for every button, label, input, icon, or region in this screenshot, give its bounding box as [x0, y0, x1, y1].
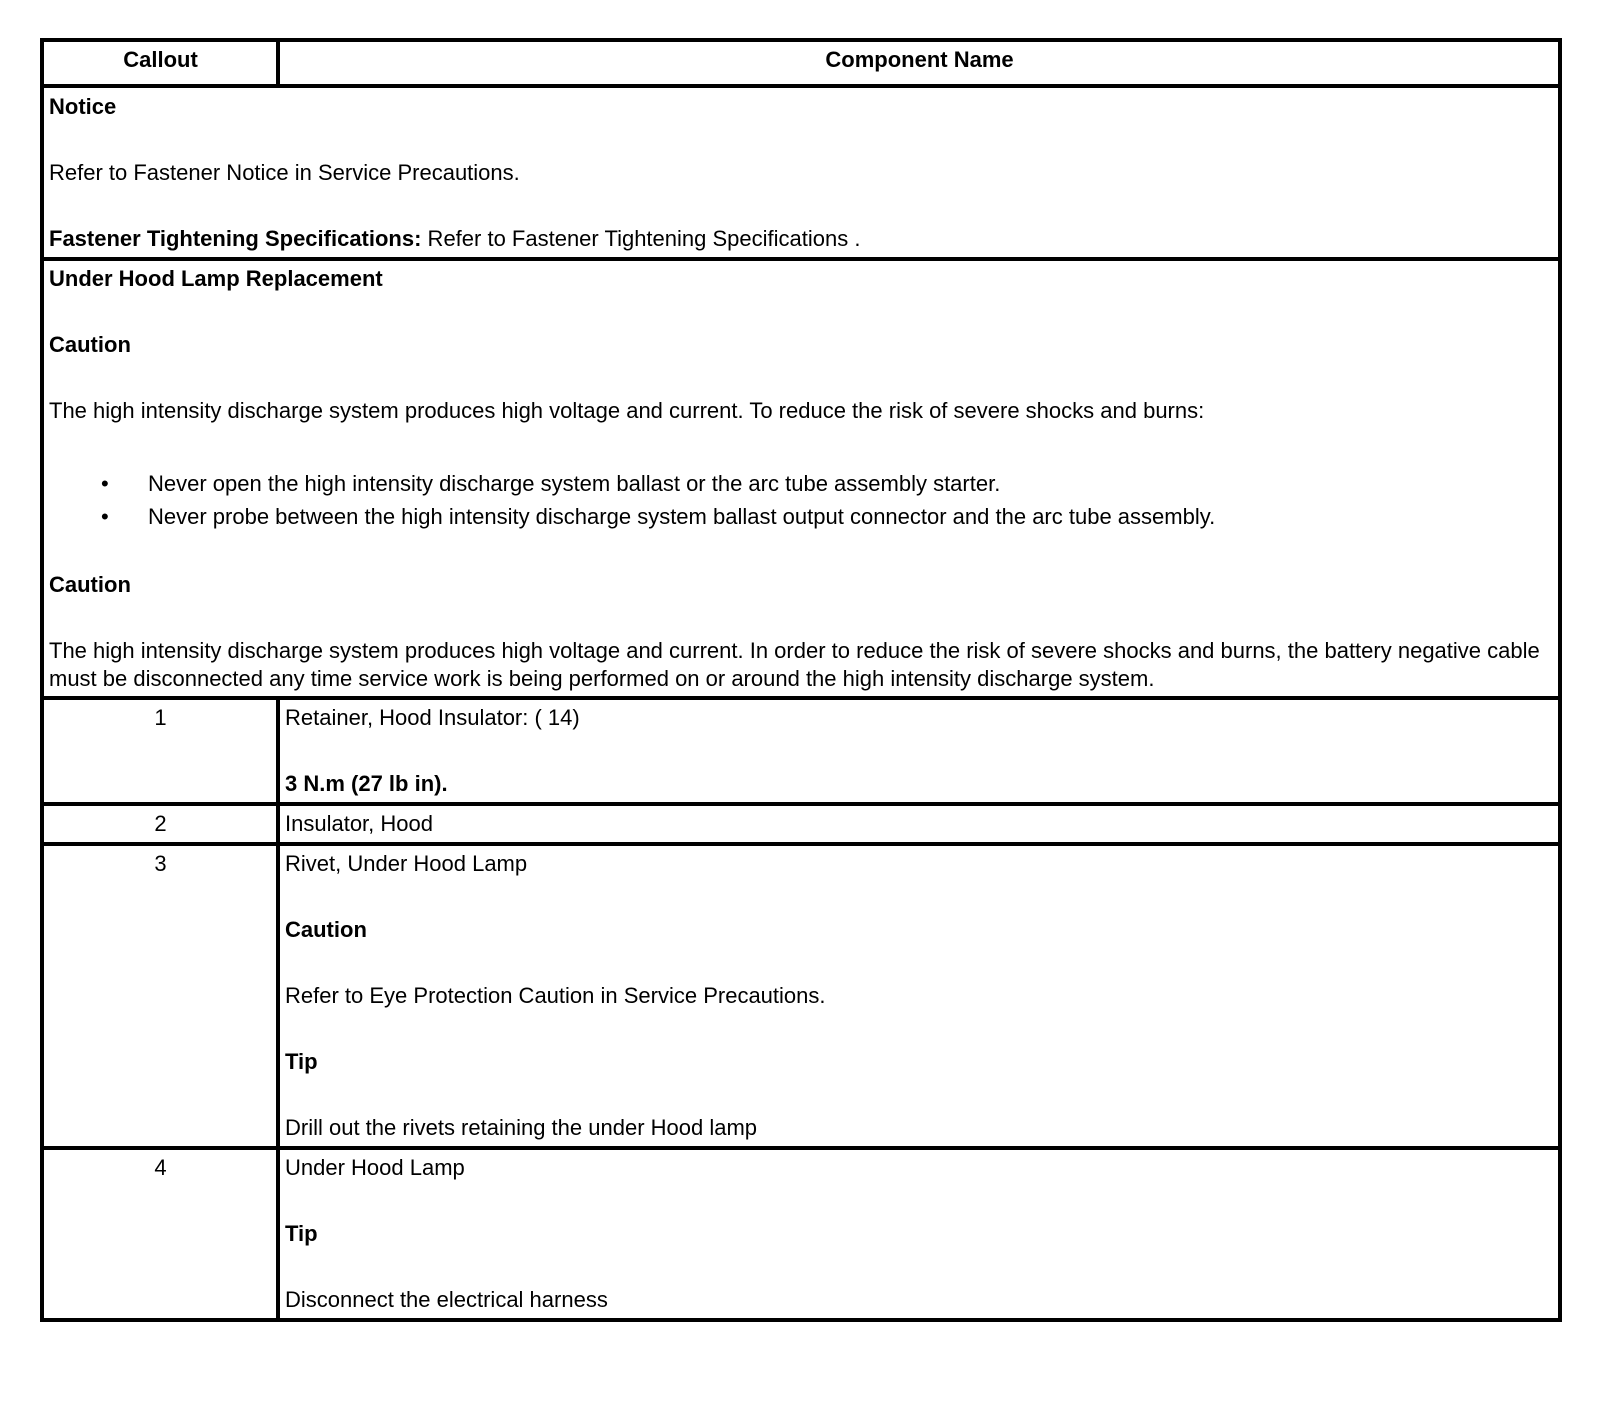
caution-title-2: Caution	[49, 572, 131, 597]
bullet-text: Never probe between the high intensity discharge system ballast output connector and the arc tube assembly.	[148, 504, 1216, 529]
notice-title: Notice	[49, 94, 117, 119]
table-row	[42, 804, 1560, 844]
notice-text: Refer to Fastener Notice in Service Precautions.	[49, 160, 520, 185]
header-component-name: Component Name	[278, 40, 1560, 86]
notice-cell	[42, 86, 1560, 259]
bullet-icon: •	[101, 504, 109, 529]
component-cell	[278, 698, 1560, 804]
callout-number: 3	[42, 844, 278, 1148]
list-item	[49, 467, 1554, 500]
component-table	[40, 38, 1562, 1322]
caution-title: Caution	[285, 917, 367, 942]
header-callout: Callout	[42, 40, 278, 86]
table-row	[42, 698, 1560, 804]
component-name: Insulator, Hood	[285, 811, 433, 836]
bullet-text: Never open the high intensity discharge system ballast or the arc tube assembly starter.	[148, 471, 1001, 496]
component-cell	[278, 1148, 1560, 1320]
component-name: Retainer, Hood Insulator: ( 14)	[285, 705, 580, 730]
procedure-title: Under Hood Lamp Replacement	[49, 266, 383, 291]
procedure-row	[42, 259, 1560, 698]
tip-text: Disconnect the electrical harness	[285, 1287, 608, 1312]
tip-text: Drill out the rivets retaining the under Hood lamp	[285, 1115, 758, 1140]
tip-title: Tip	[285, 1221, 318, 1246]
tip-title: Tip	[285, 1049, 318, 1074]
caution-bullet-list	[49, 467, 1554, 533]
caution-text-1: The high intensity discharge system produces high voltage and current. To reduce the risk of severe shocks and burns:	[49, 398, 1205, 423]
component-cell	[278, 844, 1560, 1148]
caution-title-1: Caution	[49, 332, 131, 357]
component-name: Rivet, Under Hood Lamp	[285, 851, 528, 876]
callout-number: 4	[42, 1148, 278, 1320]
fastener-spec-line	[49, 225, 1554, 253]
list-item	[49, 500, 1554, 533]
table-row	[42, 844, 1560, 1148]
header-row	[42, 40, 1560, 86]
callout-number: 1	[42, 698, 278, 804]
fastener-spec-label: Fastener Tightening Specifications:	[49, 226, 422, 251]
notice-row	[42, 86, 1560, 259]
component-cell	[278, 804, 1560, 844]
caution-text-2: The high intensity discharge system produces high voltage and current. In order to reduce the risk of severe shocks and burns, the battery negative cable must be disconnected any time service work is being performed on or around the high intensity discharge system.	[49, 638, 1540, 691]
procedure-cell	[42, 259, 1560, 698]
torque-spec: 3 N.m (27 lb in).	[285, 771, 448, 796]
callout-number: 2	[42, 804, 278, 844]
component-name: Under Hood Lamp	[285, 1155, 465, 1180]
fastener-spec-text: Refer to Fastener Tightening Specifications .	[421, 226, 861, 251]
bullet-icon: •	[101, 471, 109, 496]
caution-text: Refer to Eye Protection Caution in Service Precautions.	[285, 983, 826, 1008]
table-row	[42, 1148, 1560, 1320]
